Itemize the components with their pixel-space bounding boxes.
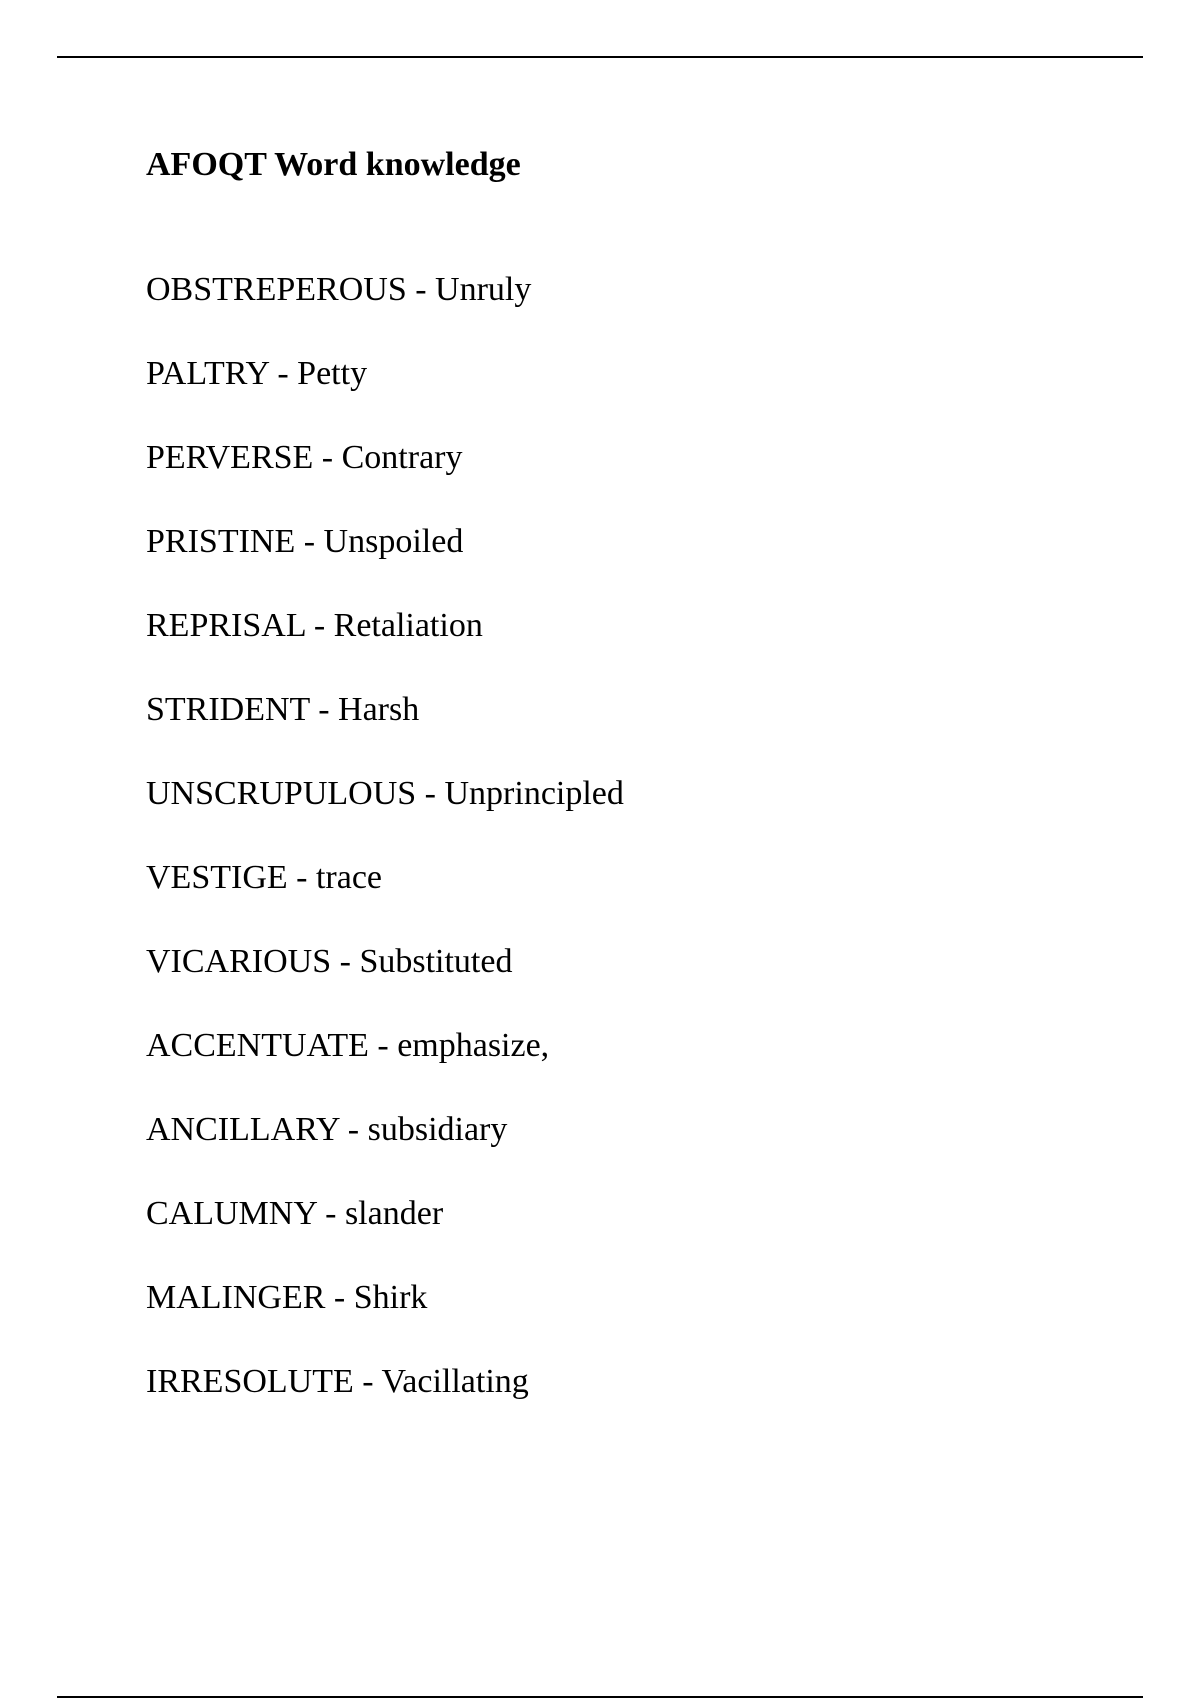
word-entry: PERVERSE - Contrary xyxy=(146,439,463,476)
word-entry: ACCENTUATE - emphasize, xyxy=(146,1027,550,1064)
word-entry: PALTRY - Petty xyxy=(146,355,368,392)
word-entry: STRIDENT - Harsh xyxy=(146,691,420,728)
word-entry: MALINGER - Shirk xyxy=(146,1279,428,1316)
word-entry: REPRISAL - Retaliation xyxy=(146,607,483,644)
top-rule xyxy=(57,56,1143,58)
word-list xyxy=(146,270,624,1446)
word-entry: IRRESOLUTE - Vacillating xyxy=(146,1363,529,1400)
word-entry: UNSCRUPULOUS - Unprincipled xyxy=(146,775,624,812)
word-entry: VESTIGE - trace xyxy=(146,859,383,896)
word-entry: CALUMNY - slander xyxy=(146,1195,444,1232)
word-entry: ANCILLARY - subsidiary xyxy=(146,1111,508,1148)
word-entry: VICARIOUS - Substituted xyxy=(146,943,513,980)
page-title: AFOQT Word knowledge xyxy=(146,146,521,183)
bottom-rule xyxy=(57,1696,1143,1698)
word-entry: PRISTINE - Unspoiled xyxy=(146,523,464,560)
word-entry: OBSTREPEROUS - Unruly xyxy=(146,271,532,308)
